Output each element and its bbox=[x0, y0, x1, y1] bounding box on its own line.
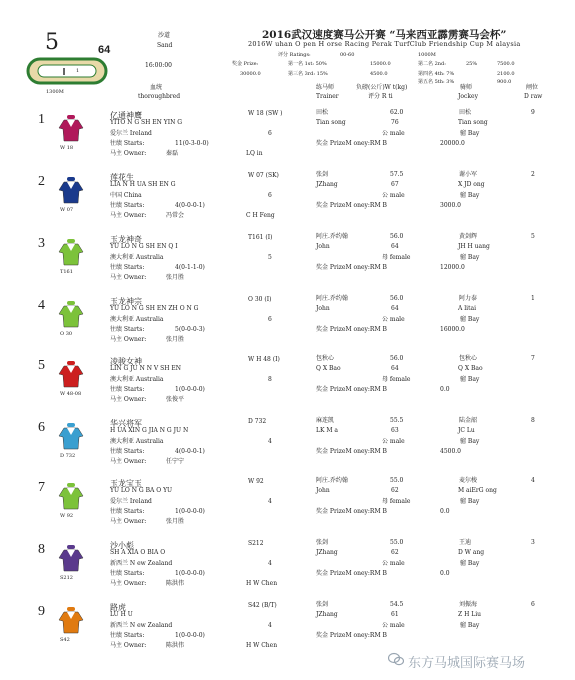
jockey-silk-icon bbox=[58, 545, 84, 573]
starts-label: 往绩 Starts: bbox=[110, 140, 145, 147]
trainer-cn: 张剑 bbox=[316, 171, 329, 178]
starts-value: 5(0-0-0-3) bbox=[175, 326, 205, 333]
horse-age: 6 bbox=[268, 192, 272, 199]
owner-value: 任宁宁 bbox=[166, 458, 185, 465]
jockey-en: M aiErG ong bbox=[458, 487, 497, 494]
starts-value: 1(0-0-0-0) bbox=[175, 386, 205, 393]
starts-label: 往绩 Starts: bbox=[110, 386, 145, 393]
prize-value: 12000.0 bbox=[440, 264, 465, 271]
fourth-prize-label: 第四名 4th: 7% bbox=[418, 71, 455, 77]
jockey-cn: 田松 bbox=[459, 109, 472, 116]
col-weight: 负磅(公斤)W t(kg) bbox=[356, 84, 408, 91]
brand-extra: H W Chen bbox=[246, 642, 278, 649]
jockey-silk-icon bbox=[58, 483, 84, 511]
carried-weight: 54.5 bbox=[390, 601, 404, 608]
race-number: 5 bbox=[45, 30, 59, 55]
brand-extra: H W Chen bbox=[246, 580, 278, 587]
owner-label: 马主 Owner: bbox=[110, 642, 147, 649]
draw-number: 5 bbox=[531, 233, 535, 240]
brand-mark: O 30 (I) bbox=[248, 296, 272, 303]
horse-name-en: LIN G JU N N V SH EN bbox=[110, 365, 182, 372]
coat-color: 骝 Bay bbox=[460, 498, 480, 505]
rating: 76 bbox=[391, 119, 399, 126]
jockey-cn: 陆金韶 bbox=[459, 417, 478, 424]
race-title-en: 2016W uhan O pen H orse Racing Perak TurfClub Friendship Cup M alaysia bbox=[248, 40, 521, 48]
coat-color: 骝 Bay bbox=[460, 254, 480, 261]
prize-label: 奖金 PrizeM oney:RM B bbox=[316, 326, 387, 333]
silk-code: W 07 bbox=[60, 207, 74, 213]
silk-code: W 92 bbox=[60, 513, 74, 519]
prize-label: 奖金 PrizeM oney:RM B bbox=[316, 448, 387, 455]
owner-value: 陈洪伟 bbox=[166, 580, 185, 587]
horse-age: 6 bbox=[268, 130, 272, 137]
race-title-cn: 2016武汉速度赛马公开赛 “马来西亚霹雳赛马会杯” bbox=[262, 29, 507, 41]
third-prize-value: 4500.0 bbox=[370, 71, 388, 77]
second-prize-value: 7500.0 bbox=[497, 61, 515, 67]
prize-label: 奖金 PrizeM oney:RM B bbox=[316, 570, 387, 577]
silk-code: W 48-08 bbox=[60, 391, 82, 397]
trainer-cn: 阿庄.乔约翰 bbox=[316, 477, 348, 484]
horse-age: 4 bbox=[268, 498, 272, 505]
horse-origin: 澳大利亚 Australia bbox=[110, 316, 164, 323]
brand-mark: D 732 bbox=[248, 418, 267, 425]
prize-label: 奖金 PrizeM oney:RM B bbox=[316, 264, 387, 271]
horse-name-en: LU H U bbox=[110, 611, 133, 618]
owner-label: 马主 Owner: bbox=[110, 458, 147, 465]
starts-label: 往绩 Starts: bbox=[110, 632, 145, 639]
horse-number: 2 bbox=[38, 174, 45, 189]
owner-label: 马主 Owner: bbox=[110, 580, 147, 587]
sex: 公 male bbox=[382, 560, 405, 567]
rating: 62 bbox=[391, 549, 399, 556]
draw-number: 6 bbox=[531, 601, 535, 608]
track-diagram bbox=[26, 55, 108, 89]
coat-color: 骝 Bay bbox=[460, 376, 480, 383]
race-time: 16:00:00 bbox=[145, 62, 172, 69]
owner-label: 马主 Owner: bbox=[110, 518, 147, 525]
horse-name-cn: 玉龙宝玉 bbox=[110, 479, 142, 488]
horse-name-en: YU LO N G SH EN ZH O N G bbox=[110, 305, 199, 312]
horse-name-en: H UA XIN G JIA N G JU N bbox=[110, 427, 189, 434]
trainer-en: JZhang bbox=[316, 611, 338, 618]
distance-marker: 1300M bbox=[46, 89, 64, 95]
starts-value: 1(0-0-0-0) bbox=[175, 632, 205, 639]
owner-label: 马主 Owner: bbox=[110, 212, 147, 219]
jockey-silk-icon bbox=[58, 115, 84, 143]
distance-label: 1000M bbox=[418, 52, 436, 58]
footer-brand: 东方马城国际赛马场 bbox=[408, 656, 526, 671]
carried-weight: 56.0 bbox=[390, 233, 404, 240]
rating: 64 bbox=[391, 243, 399, 250]
jockey-en: D W ang bbox=[458, 549, 485, 556]
draw-number: 3 bbox=[531, 539, 535, 546]
jockey-en: JC Lu bbox=[458, 427, 475, 434]
prize-label: 奖金 PrizeM oney:RM B bbox=[316, 202, 387, 209]
jockey-silk-icon bbox=[58, 177, 84, 205]
silk-code: S212 bbox=[60, 575, 73, 581]
rating: 64 bbox=[391, 365, 399, 372]
horse-name-cn: 玉龙神宗 bbox=[110, 297, 142, 306]
trainer-en: Q X Bao bbox=[316, 365, 341, 372]
silk-code: T161 bbox=[60, 269, 73, 275]
third-prize-label: 第三名 3rd: 15% bbox=[288, 71, 328, 77]
horse-name-cn: 沙小彪 bbox=[110, 541, 134, 550]
owner-value: 张月胜 bbox=[166, 518, 185, 525]
jockey-cn: 阿力泰 bbox=[459, 295, 478, 302]
starts-label: 往绩 Starts: bbox=[110, 508, 145, 515]
wechat-icon bbox=[388, 651, 404, 665]
sex: 公 male bbox=[382, 316, 405, 323]
jockey-en: Z H Liu bbox=[458, 611, 481, 618]
col-jockey-en: Jockey bbox=[458, 93, 478, 100]
starts-label: 往绩 Starts: bbox=[110, 570, 145, 577]
owner-label: 马主 Owner: bbox=[110, 274, 147, 281]
starts-value: 1(0-0-0-0) bbox=[175, 570, 205, 577]
sex: 公 male bbox=[382, 622, 405, 629]
trainer-en: John bbox=[316, 243, 330, 250]
horse-name-cn: 莲花生 bbox=[110, 173, 134, 182]
horse-origin: 新西兰 N ew Zealand bbox=[110, 560, 173, 567]
horse-number: 3 bbox=[38, 236, 45, 251]
brand-mark: S212 bbox=[248, 540, 264, 547]
horse-age: 8 bbox=[268, 376, 272, 383]
carried-weight: 62.0 bbox=[390, 109, 404, 116]
rating: 63 bbox=[391, 427, 399, 434]
owner-label: 马主 Owner: bbox=[110, 336, 147, 343]
horse-name-cn: 玉龙神奇 bbox=[110, 235, 142, 244]
first-prize-value: 15000.0 bbox=[370, 61, 391, 67]
jockey-cn: 刘振海 bbox=[459, 601, 478, 608]
horse-age: 5 bbox=[268, 254, 272, 261]
starts-label: 往绩 Starts: bbox=[110, 202, 145, 209]
starts-value: 4(0-0-0-1) bbox=[175, 202, 205, 209]
prize-value: 4500.0 bbox=[440, 448, 461, 455]
coat-color: 骝 Bay bbox=[460, 130, 480, 137]
starts-label: 往绩 Starts: bbox=[110, 264, 145, 271]
horse-number: 9 bbox=[38, 604, 45, 619]
horse-number: 4 bbox=[38, 298, 45, 313]
starts-value: 4(0-0-0-1) bbox=[175, 448, 205, 455]
owner-value: 张俊平 bbox=[166, 396, 185, 403]
horse-origin: 爱尔兰 Ireland bbox=[110, 498, 152, 505]
horse-age: 4 bbox=[268, 560, 272, 567]
rating-value: 00-60 bbox=[340, 52, 355, 58]
trainer-en: LK M a bbox=[316, 427, 339, 434]
col-trainer-en: Trainer bbox=[316, 93, 339, 100]
draw-number: 4 bbox=[531, 477, 535, 484]
horse-number: 7 bbox=[38, 480, 45, 495]
col-jockey-cn: 骑师 bbox=[460, 84, 473, 91]
horse-number: 6 bbox=[38, 420, 45, 435]
brand-mark: W H 48 (I) bbox=[248, 356, 280, 363]
fifth-prize-value: 900.0 bbox=[497, 79, 512, 85]
rating-label: 评分 Ratings: bbox=[278, 52, 311, 58]
starts-value: 1(0-0-0-0) bbox=[175, 508, 205, 515]
jockey-silk-icon bbox=[58, 361, 84, 389]
owner-value: 陈洪伟 bbox=[166, 642, 185, 649]
jockey-cn: 黄剑辉 bbox=[459, 233, 478, 240]
horse-origin: 新西兰 N ew Zealand bbox=[110, 622, 173, 629]
carried-weight: 55.5 bbox=[390, 417, 404, 424]
horse-name-en: LIA N H UA SH EN G bbox=[110, 181, 176, 188]
track-marker-1: 1 bbox=[76, 68, 80, 74]
horse-name-en: YU LO N G SH EN Q I bbox=[110, 243, 178, 250]
carried-weight: 57.5 bbox=[390, 171, 404, 178]
horse-age: 4 bbox=[268, 622, 272, 629]
owner-value: 冯常会 bbox=[166, 212, 185, 219]
col-draw-cn: 闸位 bbox=[526, 84, 539, 91]
starts-value: 4(0-1-1-0) bbox=[175, 264, 205, 271]
jockey-silk-icon bbox=[58, 423, 84, 451]
sex: 公 male bbox=[382, 438, 405, 445]
owner-label: 马主 Owner: bbox=[110, 150, 147, 157]
jockey-cn: 包秋心 bbox=[459, 355, 478, 362]
sex: 母 female bbox=[382, 498, 411, 505]
owner-value: 秦磊 bbox=[166, 150, 179, 157]
draw-number: 7 bbox=[531, 355, 535, 362]
horse-origin: 澳大利亚 Australia bbox=[110, 376, 164, 383]
prize-value: 16000.0 bbox=[440, 326, 465, 333]
pedigree-cn: 血统 bbox=[150, 84, 163, 91]
horse-age: 6 bbox=[268, 316, 272, 323]
jockey-en: JH H uang bbox=[458, 243, 490, 250]
fifth-prize-label: 第五名 5th: 3% bbox=[418, 79, 455, 85]
horse-name-cn: 路虎 bbox=[110, 603, 126, 612]
prize-value: 0.0 bbox=[440, 386, 450, 393]
coat-color: 骝 Bay bbox=[460, 438, 480, 445]
jockey-silk-icon bbox=[58, 301, 84, 329]
carried-weight: 55.0 bbox=[390, 539, 404, 546]
col-trainer-cn: 练马师 bbox=[316, 84, 335, 91]
brand-mark: S42 (B/T) bbox=[248, 602, 277, 609]
prize-label: 奖金 PrizeM oney:RM B bbox=[316, 386, 387, 393]
jockey-silk-icon bbox=[58, 607, 84, 635]
trainer-cn: 麻连凯 bbox=[316, 417, 335, 424]
carried-weight: 56.0 bbox=[390, 355, 404, 362]
horse-age: 4 bbox=[268, 438, 272, 445]
surface-en: Sand bbox=[157, 42, 173, 49]
trainer-cn: 张剑 bbox=[316, 539, 329, 546]
draw-number: 1 bbox=[531, 295, 535, 302]
prize-value: 3000.0 bbox=[440, 202, 461, 209]
sex: 母 female bbox=[382, 376, 411, 383]
fourth-prize-value: 2100.0 bbox=[497, 71, 515, 77]
jockey-cn: 王迪 bbox=[459, 539, 472, 546]
trainer-cn: 张剑 bbox=[316, 601, 329, 608]
starts-label: 往绩 Starts: bbox=[110, 448, 145, 455]
second-prize-pct: 25% bbox=[466, 61, 478, 67]
draw-number: 8 bbox=[531, 417, 535, 424]
horse-name-en: SH A XIA O BIA O bbox=[110, 549, 166, 556]
rating: 61 bbox=[391, 611, 399, 618]
rating: 64 bbox=[391, 305, 399, 312]
jockey-silk-icon bbox=[58, 239, 84, 267]
trainer-cn: 田松 bbox=[316, 109, 329, 116]
trainer-en: JZhang bbox=[316, 549, 338, 556]
prize-label: 奖金 PrizeM oney:RM B bbox=[316, 508, 387, 515]
horse-origin: 澳大利亚 Australia bbox=[110, 254, 164, 261]
coat-color: 骝 Bay bbox=[460, 192, 480, 199]
pedigree-en: thoroughbred bbox=[138, 93, 181, 100]
first-prize-label: 第一名 1st: 50% bbox=[288, 61, 327, 67]
trainer-cn: 阿庄.乔约翰 bbox=[316, 233, 348, 240]
horse-origin: 澳大利亚 Australia bbox=[110, 438, 164, 445]
trainer-cn: 包秋心 bbox=[316, 355, 335, 362]
starts-value: 11(0-3-0-0) bbox=[175, 140, 209, 147]
prize-total: 30000.0 bbox=[240, 71, 261, 77]
horse-name-cn: 亿通神鹰 bbox=[110, 111, 142, 120]
sex: 公 male bbox=[382, 130, 405, 137]
brand-mark: T161 (I) bbox=[248, 234, 273, 241]
trainer-en: John bbox=[316, 487, 330, 494]
horse-name-cn: 华兴将军 bbox=[110, 419, 142, 428]
second-prize-label: 第二名 2nd: bbox=[418, 61, 446, 67]
carried-weight: 56.0 bbox=[390, 295, 404, 302]
brand-mark: W 92 bbox=[248, 478, 264, 485]
sex: 公 male bbox=[382, 192, 405, 199]
starts-label: 往绩 Starts: bbox=[110, 326, 145, 333]
brand-mark: W 18 (SW ) bbox=[248, 110, 283, 117]
horse-name-en: YU LO N G BA O YU bbox=[110, 487, 173, 494]
jockey-en: X JD ong bbox=[458, 181, 485, 188]
horse-number: 1 bbox=[38, 112, 45, 127]
silk-code: O 30 bbox=[60, 331, 73, 337]
jockey-en: Tian song bbox=[458, 119, 488, 126]
prize-value: 20000.0 bbox=[440, 140, 465, 147]
coat-color: 骝 Bay bbox=[460, 622, 480, 629]
horse-origin: 爱尔兰 Ireland bbox=[110, 130, 152, 137]
sex: 母 female bbox=[382, 254, 411, 261]
trainer-en: Tian song bbox=[316, 119, 346, 126]
draw-number: 9 bbox=[531, 109, 535, 116]
prize-label: 奖金 PrizeM oney:RM B bbox=[316, 140, 387, 147]
surface-cn: 沙道 bbox=[158, 32, 171, 39]
silk-code: W 18 bbox=[60, 145, 74, 151]
rating: 62 bbox=[391, 487, 399, 494]
horse-name-cn: 凌骏女神 bbox=[110, 357, 142, 366]
field-size: 64 bbox=[98, 44, 111, 56]
brand-extra: LQ in bbox=[246, 150, 263, 157]
prize-label: 奖金 PrizeM oney:RM B bbox=[316, 632, 387, 639]
draw-number: 2 bbox=[531, 171, 535, 178]
coat-color: 骝 Bay bbox=[460, 316, 480, 323]
prize-value: 0.0 bbox=[440, 508, 450, 515]
trainer-cn: 阿庄.乔约翰 bbox=[316, 295, 348, 302]
silk-code: S42 bbox=[60, 637, 70, 643]
col-draw-en: D raw bbox=[524, 93, 543, 100]
carried-weight: 55.0 bbox=[390, 477, 404, 484]
rating: 67 bbox=[391, 181, 399, 188]
prize-value: 0.0 bbox=[440, 570, 450, 577]
owner-value: 张月胜 bbox=[166, 336, 185, 343]
col-rating: 评分 R ti bbox=[368, 93, 393, 100]
brand-extra: C H Feng bbox=[246, 212, 275, 219]
horse-number: 5 bbox=[38, 358, 45, 373]
coat-color: 骝 Bay bbox=[460, 560, 480, 567]
prize-label: 奖金 Prize: bbox=[232, 61, 259, 67]
owner-label: 马主 Owner: bbox=[110, 396, 147, 403]
trainer-en: John bbox=[316, 305, 330, 312]
jockey-cn: 谢小军 bbox=[459, 171, 478, 178]
horse-name-en: YITO N G SH EN YIN G bbox=[110, 119, 183, 126]
horse-number: 8 bbox=[38, 542, 45, 557]
jockey-en: Q X Bao bbox=[458, 365, 483, 372]
brand-mark: W 07 (SK) bbox=[248, 172, 279, 179]
trainer-en: JZhang bbox=[316, 181, 338, 188]
jockey-cn: 麦尔梭 bbox=[459, 477, 478, 484]
owner-value: 张月胜 bbox=[166, 274, 185, 281]
silk-code: D 732 bbox=[60, 453, 76, 459]
jockey-en: A litai bbox=[458, 305, 476, 312]
horse-origin: 中国 China bbox=[110, 192, 142, 199]
